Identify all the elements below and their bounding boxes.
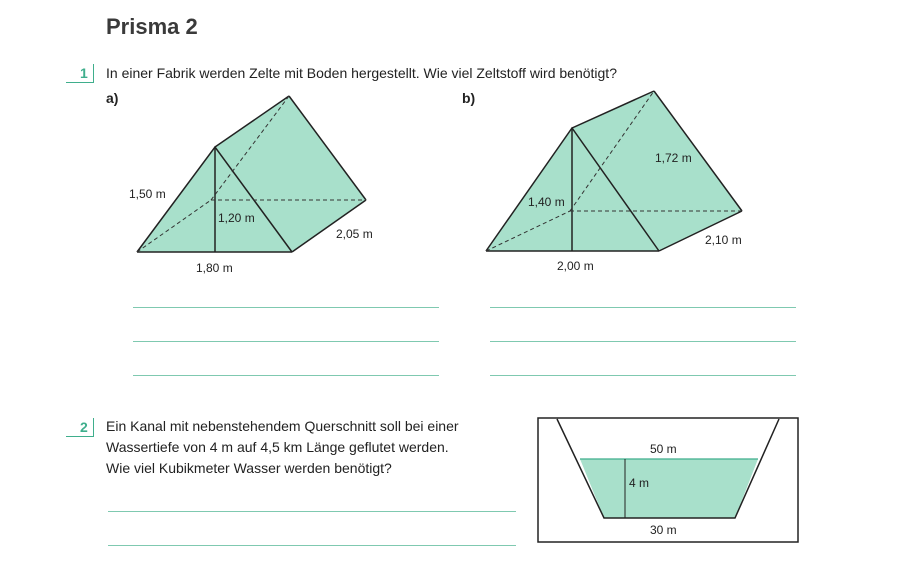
prism-b-slant-label: 1,72 m [655, 151, 692, 165]
prism-b [486, 91, 742, 273]
task-1-text: In einer Fabrik werden Zelte mit Boden hergestellt. Wie viel Zeltstoff wird benötigt? [106, 65, 617, 81]
prism-b-length-label: 2,10 m [705, 233, 742, 247]
answer-line[interactable] [133, 307, 439, 308]
canal-depth-label: 4 m [629, 476, 650, 490]
answer-line[interactable] [490, 341, 796, 342]
canal-bottom-label: 30 m [650, 523, 677, 537]
prism-a [129, 96, 373, 275]
answer-line[interactable] [133, 341, 439, 342]
prism-b-height-label: 1,40 m [528, 195, 565, 209]
task-2-line: Wie viel Kubikmeter Wasser werden benötigt? [106, 460, 392, 476]
prism-a-side-label: 1,50 m [129, 187, 166, 201]
page-title: Prisma 2 [106, 14, 198, 39]
prism-a-length-label: 2,05 m [336, 227, 373, 241]
task-1-number: 1 [66, 64, 94, 83]
task-2-text [106, 416, 459, 479]
answer-line[interactable] [133, 375, 439, 376]
task-1a-label: a) [106, 90, 119, 106]
answer-line[interactable] [108, 511, 516, 512]
prism-a-base-label: 1,80 m [196, 261, 233, 275]
answer-line[interactable] [490, 375, 796, 376]
task-2-line: Ein Kanal mit nebenstehendem Querschnitt soll bei einer [106, 418, 459, 434]
canal-figure [538, 418, 798, 542]
answer-line[interactable] [490, 307, 796, 308]
canal-top-label: 50 m [650, 442, 677, 456]
task-2-number: 2 [66, 418, 94, 437]
answer-line[interactable] [108, 545, 516, 546]
prism-a-height-label: 1,20 m [218, 211, 255, 225]
prism-b-base-label: 2,00 m [557, 259, 594, 273]
task-1b-label: b) [462, 90, 476, 106]
task-2-line: Wassertiefe von 4 m auf 4,5 km Länge geflutet werden. [106, 439, 449, 455]
